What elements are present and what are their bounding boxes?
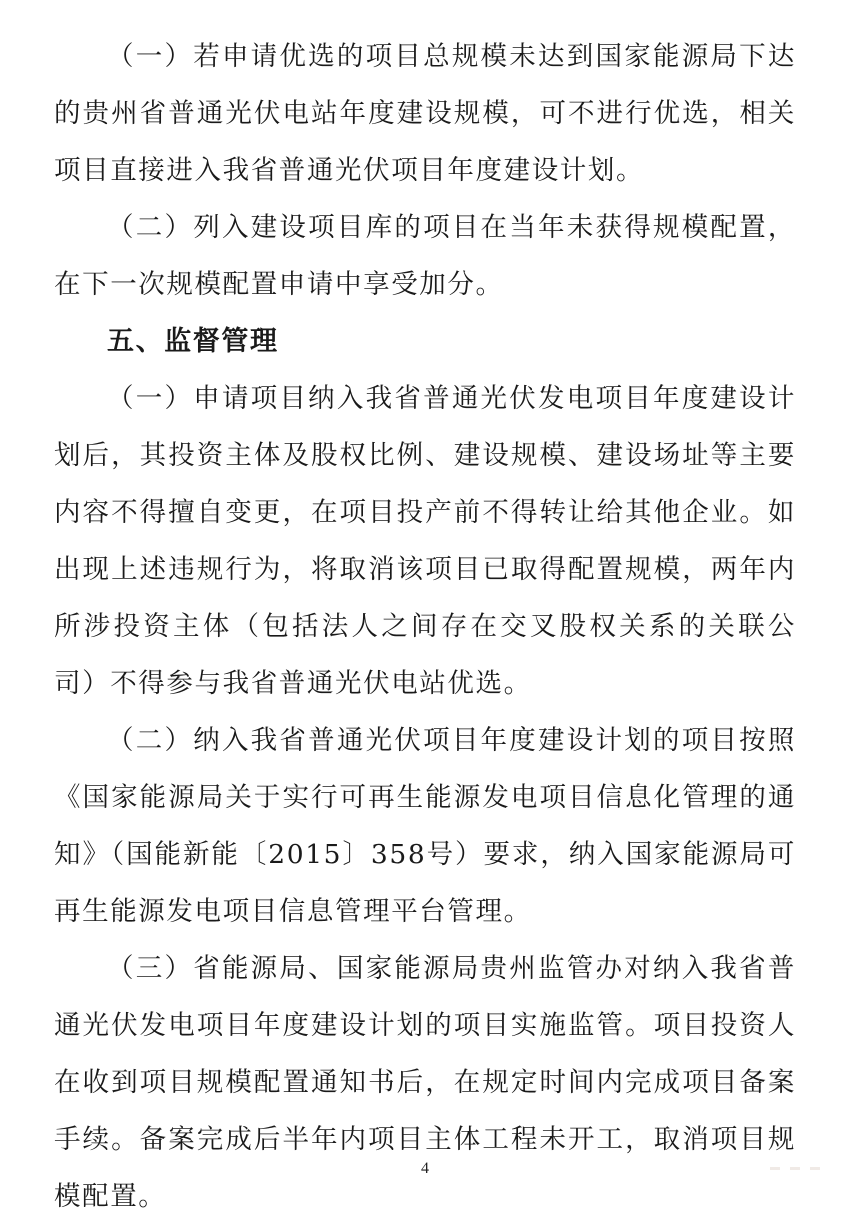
scan-mark (790, 1167, 800, 1170)
scan-mark (810, 1167, 820, 1170)
scan-artifact-marks (730, 1162, 820, 1174)
paragraph-4: （二）纳入我省普通光伏项目年度建设计划的项目按照《国家能源局关于实行可再生能源发电项目信息化管理的通知》（国能新能〔2015〕358号）要求，纳入国家能源局可再生能源发电项目信息管理平台管理。 (54, 725, 796, 927)
paragraph-5: （三）省能源局、国家能源局贵州监管办对纳入我省普通光伏发电项目年度建设计划的项目实施监管。项目投资人在收到项目规模配置通知书后，在规定时间内完成项目备案手续。备案完成后半年内项目主体工程未开工，取消项目规模配置。 (54, 953, 796, 1212)
paragraph-2: （二）列入建设项目库的项目在当年未获得规模配置，在下一次规模配置申请中享受加分。 (54, 212, 796, 300)
scan-mark (770, 1167, 780, 1170)
document-body (54, 28, 796, 1225)
paragraph-1: （一）若申请优选的项目总规模未达到国家能源局下达的贵州省普通光伏电站年度建设规模，可不进行优选，相关项目直接进入我省普通光伏项目年度建设计划。 (54, 41, 796, 186)
paragraph-3: （一）申请项目纳入我省普通光伏发电项目年度建设计划后，其投资主体及股权比例、建设规模、建设场址等主要内容不得擅自变更，在项目投产前不得转让给其他企业。如出现上述违规行为，将取消该项目已取得配置规模，两年内所涉投资主体（包括法人之间存在交叉股权关系的关联公司）不得参与我省普通光伏电站优选。 (54, 383, 796, 699)
section-heading: 五、监督管理 (107, 326, 279, 357)
page-number: 4 (421, 1160, 429, 1177)
